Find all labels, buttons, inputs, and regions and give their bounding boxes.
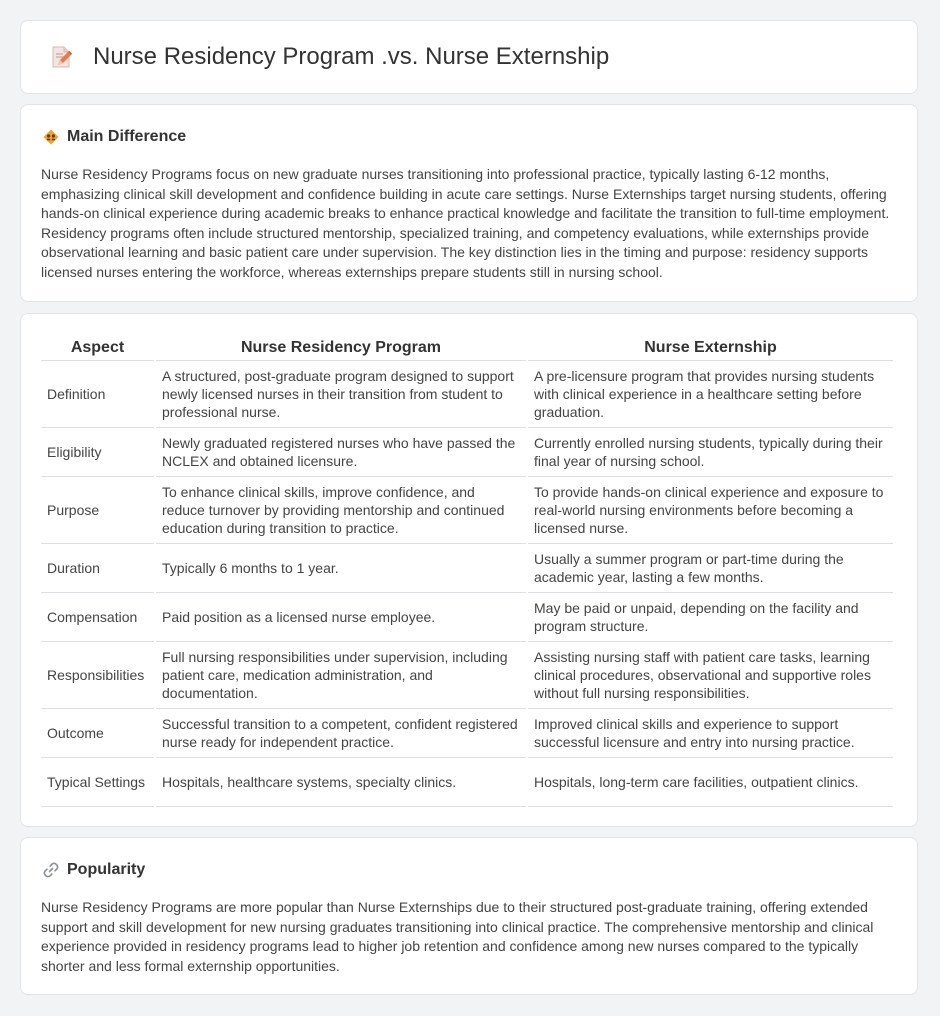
table-row — [41, 361, 893, 428]
comparison-table — [39, 334, 895, 807]
table-row — [41, 593, 893, 642]
table-row — [41, 642, 893, 709]
externship-cell: A pre-licensure program that provides nursing students with clinical experience in a healthcare setting before graduation. — [528, 361, 893, 428]
aspect-cell: Responsibilities — [41, 642, 154, 709]
main-difference-title: Main Difference — [67, 128, 187, 145]
table-row — [41, 758, 893, 807]
document-pencil-icon — [47, 43, 75, 71]
comparison-table-card — [20, 313, 918, 827]
aspect-cell: Outcome — [41, 709, 154, 758]
title-card — [20, 20, 918, 94]
externship-cell: May be paid or unpaid, depending on the facility and program structure. — [528, 593, 893, 642]
header-aspect: Aspect — [41, 334, 154, 361]
main-difference-text: Nurse Residency Programs focus on new graduate nurses transitioning into professional practice, typically lasting 6-12 months, emphasizing clinical skill development and confidence building in acute care settings. Nurse Externships target nursing students, offering hands-on clinical experience during academic breaks to enhance practical knowledge and facilitate the transition to full-time employment. Residency programs often include structured mentorship, specialized training, and competency evaluations, while externships provide observational learning and basic patient care under supervision. The key distinction lies in the timing and purpose: residency supports licensed nurses entering the workforce, whereas externships prepare students still in nursing school. — [41, 166, 890, 280]
externship-cell: Hospitals, long-term care facilities, outpatient clinics. — [528, 758, 893, 807]
externship-cell: Currently enrolled nursing students, typically during their final year of nursing school. — [528, 428, 893, 477]
table-row — [41, 544, 893, 593]
table-header-row — [41, 334, 893, 361]
aspect-cell: Typical Settings — [41, 758, 154, 807]
aspect-cell: Purpose — [41, 477, 154, 544]
link-icon — [41, 860, 61, 880]
page-title: Nurse Residency Program .vs. Nurse Externship — [93, 43, 610, 70]
externship-cell: Improved clinical skills and experience to support successful licensure and entry into nursing practice. — [528, 709, 893, 758]
aspect-cell: Definition — [41, 361, 154, 428]
residency-cell: Newly graduated registered nurses who have passed the NCLEX and obtained licensure. — [156, 428, 526, 477]
header-externship: Nurse Externship — [528, 334, 893, 361]
popularity-section — [20, 837, 918, 995]
residency-cell: Paid position as a licensed nurse employee. — [156, 593, 526, 642]
residency-cell: Hospitals, healthcare systems, specialty clinics. — [156, 758, 526, 807]
table-row — [41, 477, 893, 544]
residency-cell: To enhance clinical skills, improve confidence, and reduce turnover by providing mentorship and continued education during transition to practice. — [156, 477, 526, 544]
popularity-header — [41, 860, 897, 880]
table-row — [41, 428, 893, 477]
externship-cell: To provide hands-on clinical experience and exposure to real-world nursing environments before becoming a licensed nurse. — [528, 477, 893, 544]
externship-cell: Usually a summer program or part-time during the academic year, lasting a few months. — [528, 544, 893, 593]
main-difference-section — [20, 104, 918, 302]
residency-cell: Typically 6 months to 1 year. — [156, 544, 526, 593]
residency-cell: Full nursing responsibilities under supervision, including patient care, medication administration, and documentation. — [156, 642, 526, 709]
aspect-cell: Compensation — [41, 593, 154, 642]
popularity-title: Popularity — [67, 861, 146, 878]
header-residency: Nurse Residency Program — [156, 334, 526, 361]
table-row — [41, 709, 893, 758]
main-difference-header — [41, 127, 897, 147]
residency-cell: A structured, post-graduate program designed to support newly licensed nurses in their transition from student to professional nurse. — [156, 361, 526, 428]
aspect-cell: Eligibility — [41, 428, 154, 477]
residency-cell: Successful transition to a competent, confident registered nurse ready for independent practice. — [156, 709, 526, 758]
externship-cell: Assisting nursing staff with patient care tasks, learning clinical procedures, observational and supportive roles without full nursing responsibilities. — [528, 642, 893, 709]
aspect-cell: Duration — [41, 544, 154, 593]
popularity-text: Nurse Residency Programs are more popular than Nurse Externships due to their structured post-graduate training, offering extended support and skill development for new nursing graduates transitioning into clinical practice. The comprehensive mentorship and clinical experience provided in residency programs lead to higher job retention and confidence among new nurses compared to the typically shorter and less formal externship opportunities. — [41, 899, 874, 974]
nurse-badge-icon — [41, 127, 61, 147]
